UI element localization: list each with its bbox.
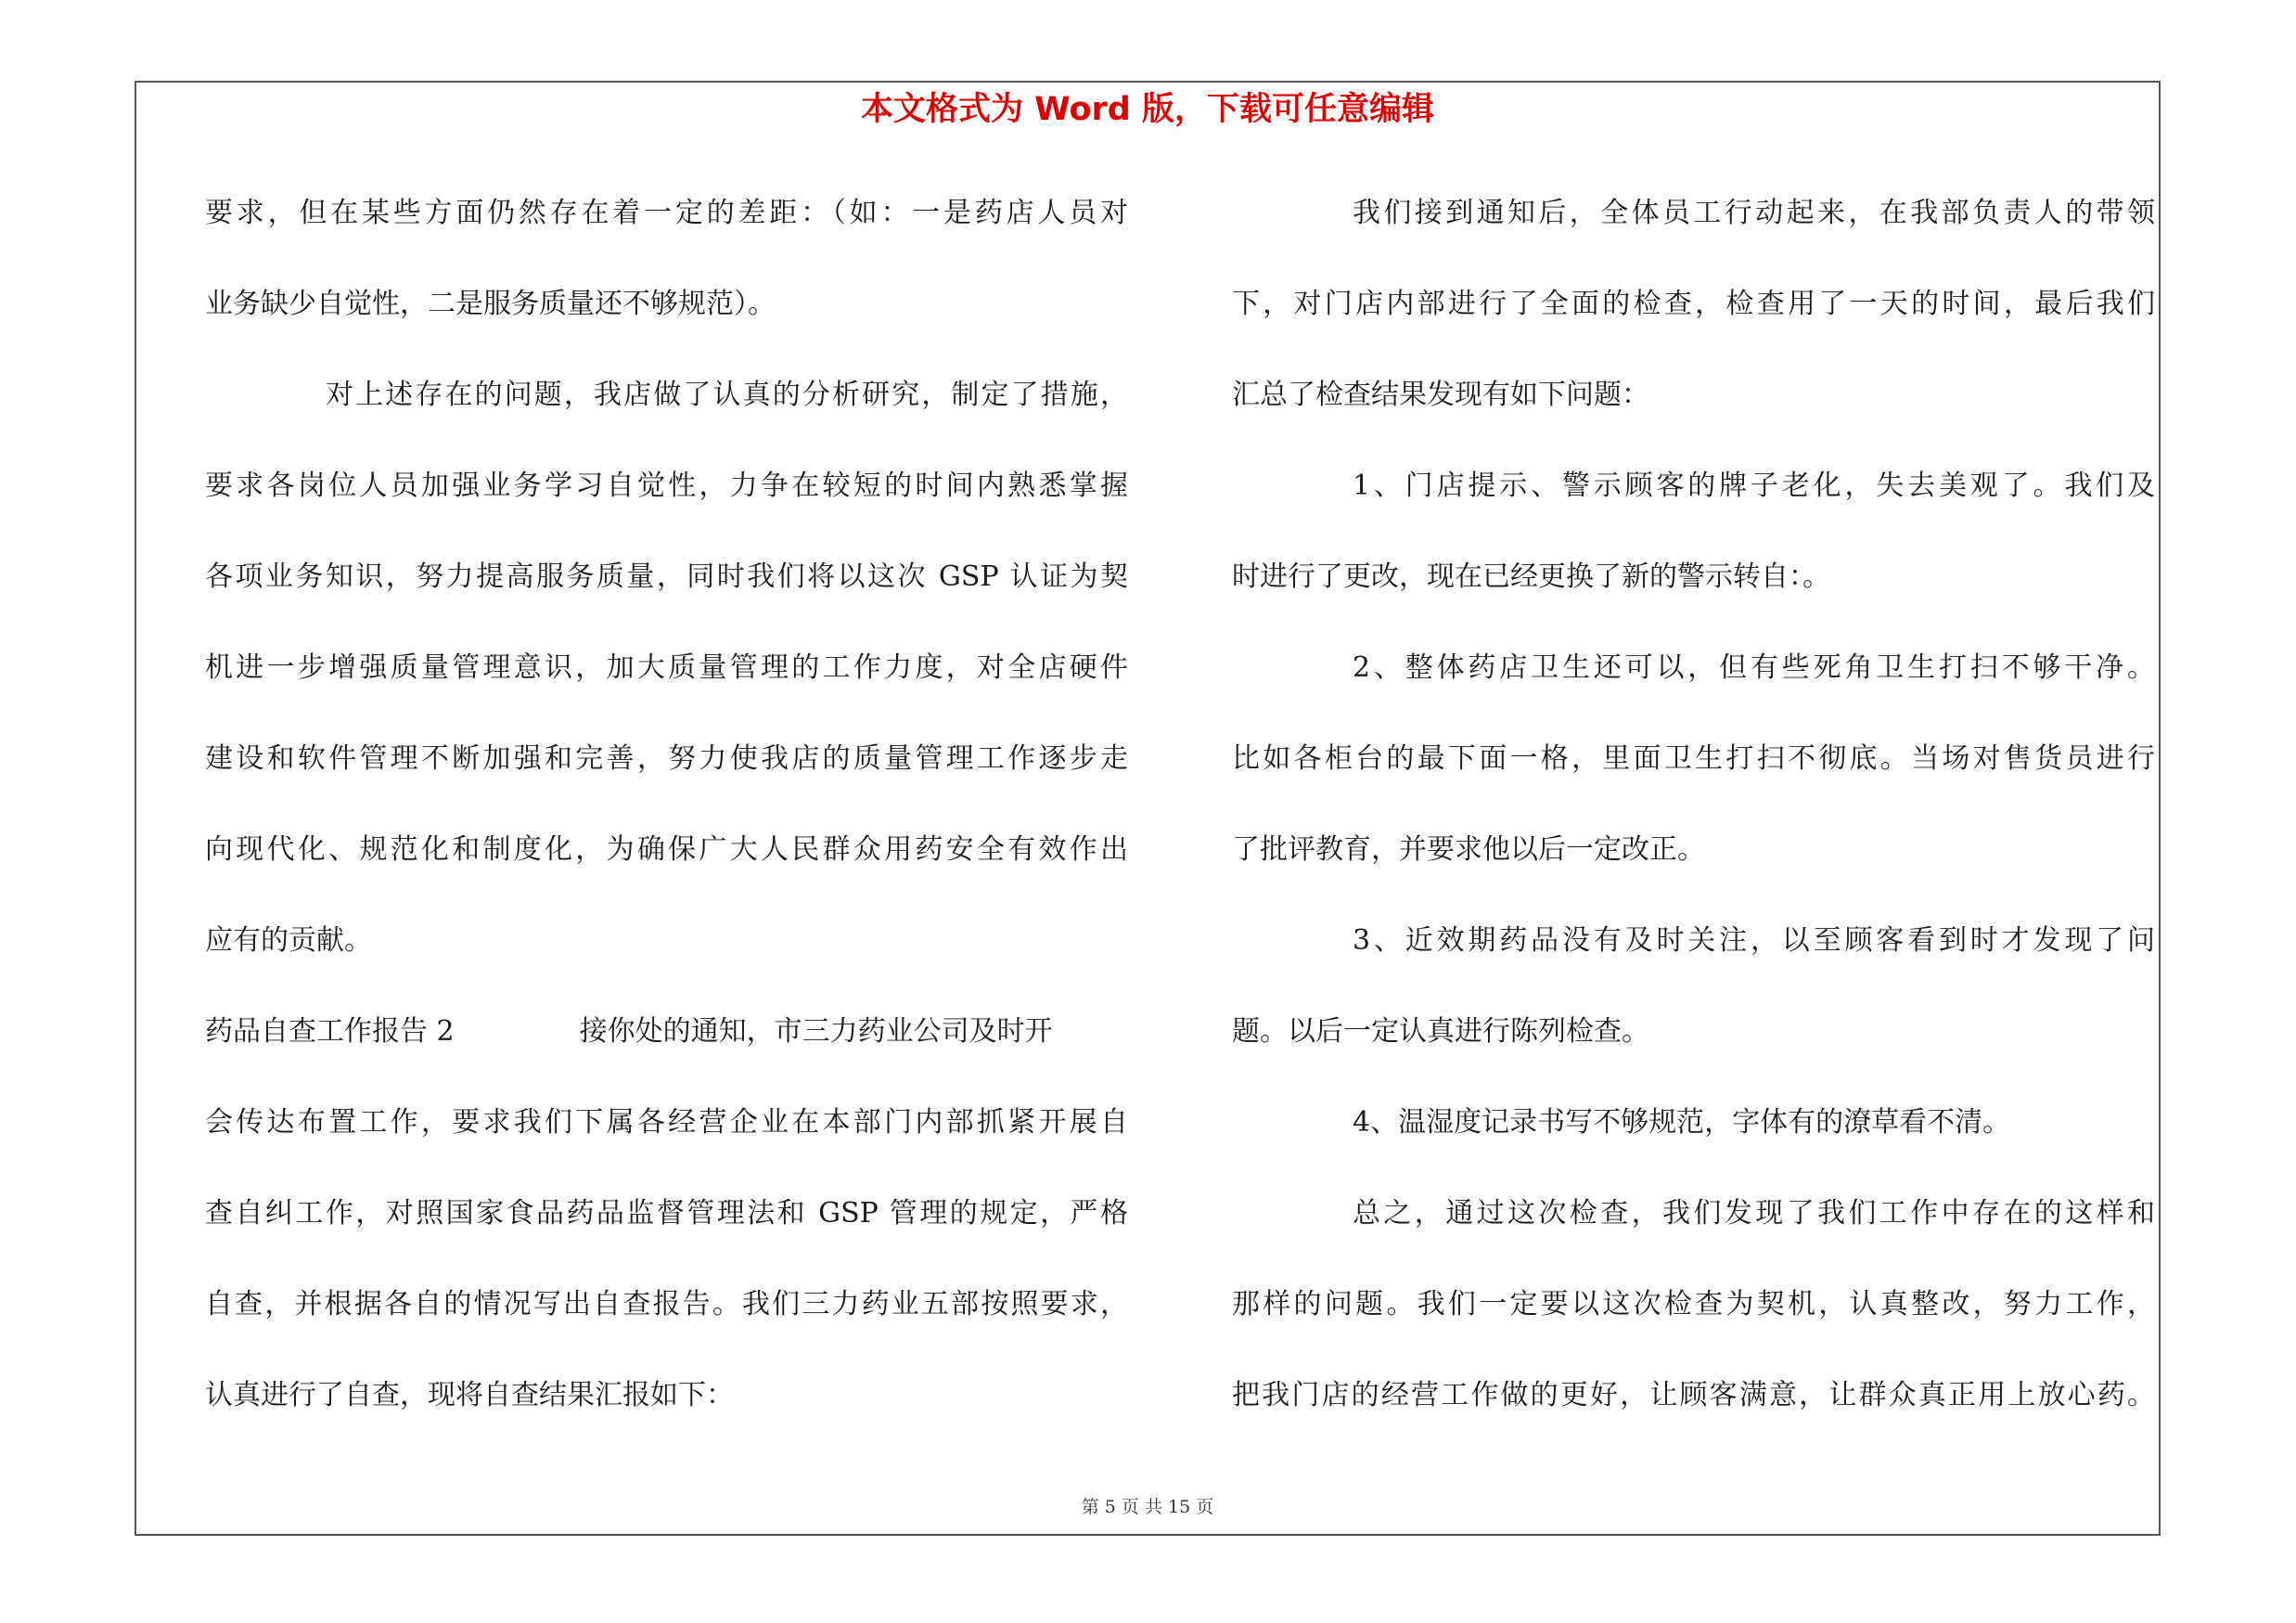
text-line: 2、整体药店卫生还可以，但有些死角卫生打扫不够干净。 — [1353, 651, 2155, 684]
text-line: 对上述存在的问题，我店做了认真的分析研究，制定了措施， — [326, 379, 1128, 411]
page-number: 第 5 页 共 15 页 — [1081, 1497, 1214, 1517]
text-line: 业务缺少自觉性，二是服务质量还不够规范）。 — [205, 288, 776, 320]
text-line: 会传达布置工作，要求我们下属各经营企业在本部门内部抓紧开展自 — [205, 1106, 1128, 1139]
text-line: 3、近效期药品没有及时关注，以至顾客看到时才发现了问 — [1353, 924, 2155, 957]
text-line: 机进一步增强质量管理意识，加大质量管理的工作力度，对全店硬件 — [205, 651, 1128, 684]
text-line: 题。以后一定认真进行陈列检查。 — [1232, 1015, 1649, 1048]
text-line: 那样的问题。我们一定要以这次检查为契机，认真整改，努力工作， — [1232, 1288, 2155, 1320]
text-line: 要求各岗位人员加强业务学习自觉性，力争在较短的时间内熟悉掌握 — [205, 470, 1128, 502]
left-column — [205, 186, 1128, 1459]
text-line: 了批评教育，并要求他以后一定改正。 — [1232, 833, 1705, 866]
text-line: 认真进行了自查，现将自查结果汇报如下： — [205, 1379, 734, 1411]
text-line: 汇总了检查结果发现有如下问题： — [1232, 379, 1649, 411]
right-column — [1232, 186, 2155, 1459]
format-banner: 本文格式为 Word 版，下载可任意编辑 — [860, 91, 1435, 128]
text-line: 我们接到通知后，全体员工行动起来，在我部负责人的带领 — [1353, 197, 2155, 229]
text-line: 自查，并根据各自的情况写出自查报告。我们三力药业五部按照要求， — [205, 1288, 1128, 1320]
text-line: 1、门店提示、警示顾客的牌子老化，失去美观了。我们及 — [1353, 470, 2155, 502]
report-title-line — [205, 1004, 1128, 1095]
text-line: 各项业务知识，努力提高服务质量，同时我们将以这次 GSP 认证为契 — [205, 560, 1128, 593]
report-title-continuation: 接你处的通知，市三力药业公司及时开 — [579, 1015, 1053, 1048]
report-title: 药品自查工作报告 2 — [205, 1015, 455, 1048]
text-line: 把我门店的经营工作做的更好，让顾客满意，让群众真正用上放心药。 — [1232, 1379, 2155, 1411]
text-line: 比如各柜台的最下面一格，里面卫生打扫不彻底。当场对售货员进行 — [1232, 742, 2155, 775]
text-line: 时进行了更改，现在已经更换了新的警示转自：。 — [1232, 560, 1830, 593]
text-line: 查自纠工作，对照国家食品药品监督管理法和 GSP 管理的规定，严格 — [205, 1197, 1128, 1230]
text-line: 要求，但在某些方面仍然存在着一定的差距：（如：一是药店人员对 — [205, 197, 1128, 229]
text-line: 应有的贡献。 — [205, 924, 372, 957]
text-line: 向现代化、规范化和制度化，为确保广大人民群众用药安全有效作出 — [205, 833, 1128, 866]
text-line: 下，对门店内部进行了全面的检查，检查用了一天的时间，最后我们 — [1232, 288, 2155, 320]
text-line: 4、温湿度记录书写不够规范，字体有的潦草看不清。 — [1353, 1106, 2011, 1139]
text-line: 建设和软件管理不断加强和完善，努力使我店的质量管理工作逐步走 — [205, 742, 1128, 775]
text-line: 总之，通过这次检查，我们发现了我们工作中存在的这样和 — [1353, 1197, 2155, 1230]
